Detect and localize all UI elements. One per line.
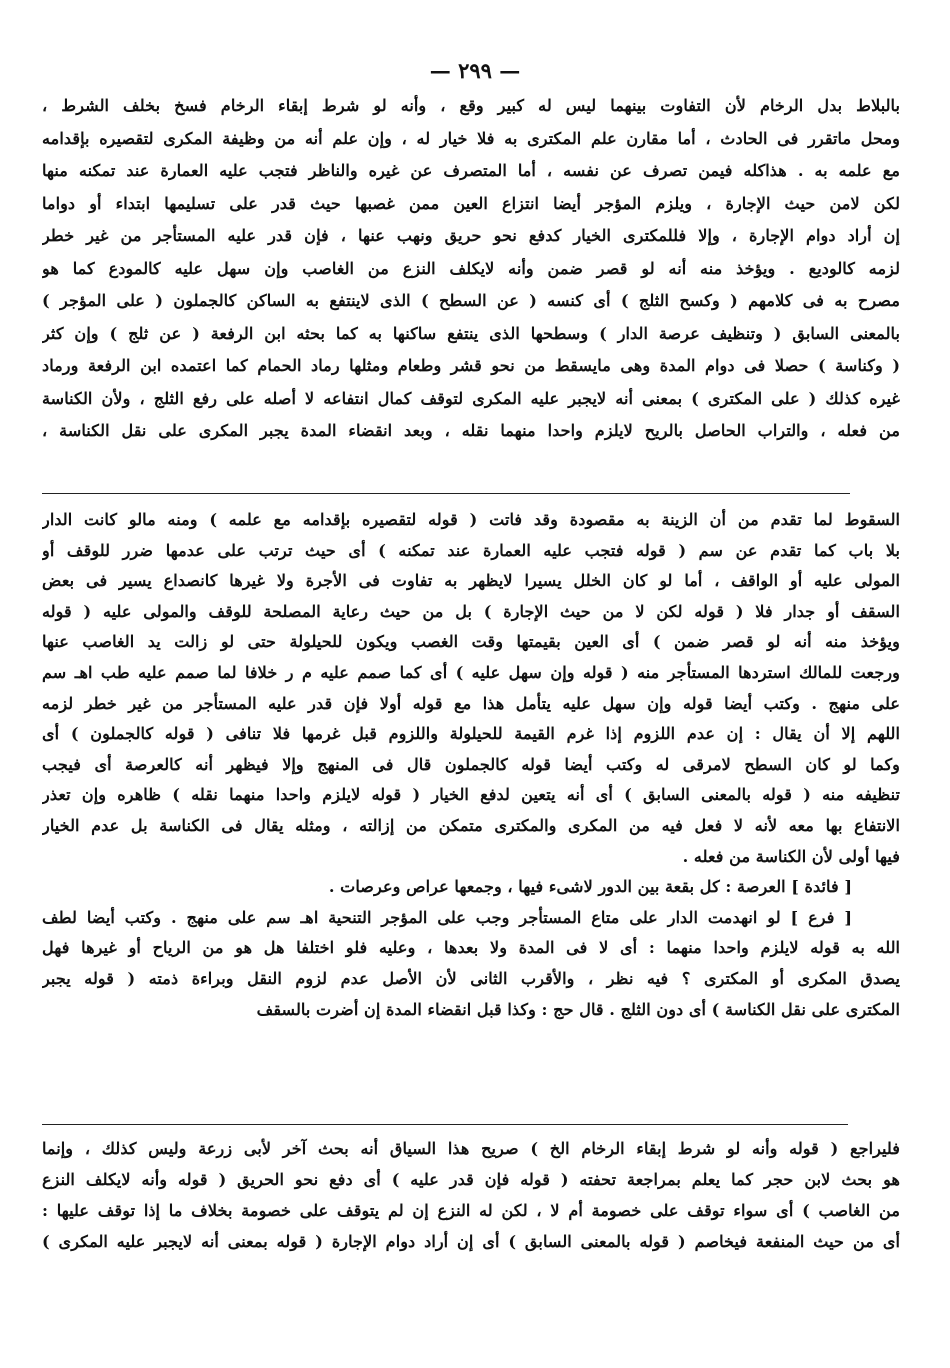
text-line: أى من حيث المنفعة فيخاصم ( قوله بالمعنى السابق ) أى إن أراد دوام الإجارة ( قوله بمعنى أنه لايجبر عليه المكرى ) <box>42 1232 900 1251</box>
text-line: إن أراد دوام الإجارة ، وإلا فللمكترى الخيار كدفع نحو حريق ونهب عنها ، فإن قدر عليه المستأجر من غير خطر <box>42 226 900 245</box>
text-line: لزمه كالوديع . ويؤخذ منه أنه لو قصر ضمن وأنه لايكلف النزع من الغاصب وإن سهل عليه كالمودع كما هو <box>42 258 900 278</box>
text-line: يصدق المكرى أو المكترى ؟ فيه نظر ، والأقرب الثانى لأن الأصل عدم لزوم النقل وبراءة ذمته ( قوله يجبر <box>42 968 900 988</box>
text-line: المكترى على نقل الكناسة ) أى دون الثلج . قال حج : وكذا قبل انقضاء المدة إن أضرت بالسقف <box>256 999 900 1019</box>
text-line: على منهج . وكتب أيضا قوله وإن سهل عليه يتأمل هذا مع قوله أولا فإن قدر عليه المستأجر من غير خطر لزمه <box>42 693 900 713</box>
text-line: لكن لامن حيث الإجارة ، ويلزم المؤجر أيضا انتزاع العين ممن غصبها حيث قدر على تسليمها ابتداء أو دواما <box>42 193 900 213</box>
text-line: بالبلاط بدل الرخام لأن التفاوت بينهما ليس له كبير وقع ، وأنه لو شرط إبقاء الرخام فسخ بخلف الشرط ، <box>42 96 900 115</box>
text-line: مع علمه به . هذاكله فيمن تصرف عن نفسه ، أما المتصرف عن غيره والناظر فتجب عليه العمارة عند تمكنه منها <box>42 161 900 180</box>
text-line: هو بحث لابن حجر كما يعلم بمراجعة تحفته ( قوله فإن قدر عليه ) أى دفع نحو الحريق ( قوله وأنه لايكلف النزع <box>42 1170 900 1189</box>
separator-rule-main <box>42 493 850 494</box>
text-line: ويؤخذ منه أنه لو قصر ضمن ) أى العين بقيمتها وقت الغصب ويكون للحيلولة حتى لو زالت يد الغاصب عنها <box>42 632 900 652</box>
text-line: وكما لو كان السطح لامرقى له وكتب أيضا قوله كالجملون قال فى المنهج وإلا فيظهر أنه كالعرصة أى فيجب <box>42 754 900 774</box>
commentary-continuation <box>42 1133 900 1257</box>
text-line: [ فرع ] لو انهدمت الدار على متاع المستأجر وجب على المؤجر التنحية اهـ سم على منهج . وكتب أيضا لطف <box>42 907 852 927</box>
main-text <box>42 90 900 448</box>
text-line: فيها أولى لأن الكناسة من فعله . <box>682 846 900 866</box>
text-line: الله به قوله لايلزم واحدا منهما : أى لا فى المدة ولا بعدها ، وعليه فلو اختلفا هل هو من الرياح أو غيرها فهل <box>42 938 900 958</box>
text-line: غيره كذلك ( على المكترى ) بمعنى أنه لايجبر عليه المكرى لتوقف كمال انتفاعه لا أصله على رفع الثلج ، ولأن الكناسة <box>42 388 900 408</box>
text-line: [ فائدة ] العرصة : كل بقعة بين الدور لاشىء فيها ، وجمعها عراص وعرصات . <box>328 877 852 897</box>
text-line: ( وكناسة ) حصلا فى دوام المدة وهى مايسقط من نحو قشر وطعام ومثلها رماد الحمام كما اعتمده ابن الرفعة ورماد <box>42 356 900 375</box>
text-line: ومحل ماتقرر فى الحادث ، أما مقارن علم المكترى به فلا خيار له ، وإن علم أنه من وظيفة المكرى لتقصيره بإقدامه <box>42 128 900 148</box>
text-line: تنظيفه منه ( قوله بالمعنى السابق ) أى أنه يتعين لدفع الخيار ( قوله لايلزم واحدا منهما نقله ) ظاهره وإن تعذر <box>42 785 900 805</box>
text-line: من فعله ، والتراب الحاصل بالريح لايلزم واحدا منهما نقله ، وبعد انقضاء المدة يجبر المكرى على نقل الكناسة ، <box>42 421 900 440</box>
text-line: المولى عليه أو الواقف ، أما لو كان الخلل يسيرا لايظهر به تفاوت فى الأجرة ولا غيرها كانصداع يسير فى بعض <box>42 571 900 591</box>
text-line: فليراجع ( قوله وأنه لو شرط إبقاء الرخام الخ ) صريح هذا السياق أنه بحث آخر لأبى زرعة وليس كذلك ، وإنما <box>42 1139 900 1158</box>
text-line: السقف أو جدار فلا ( قوله لكن لا من حيث الإجارة ) بل من حيث رعاية المصلحة للوقف والمولى عليه ( قوله <box>42 601 900 621</box>
text-line: بالمعنى السابق ( وتنظيف عرصة الدار ) وسطحها الذى ينتفع ساكنها به كما بحثه ابن الرفعة ( عن ثلج ) وإن كثر <box>42 323 900 343</box>
page-number: — ٢٩٩ — <box>429 58 521 83</box>
text-line: اللهم إلا أن يقال : إن عدم اللزوم إذا غرم القيمة للحيلولة واللزوم قبل غرمها فلا تنافى ( قوله كالجملون ) أى <box>42 724 900 744</box>
commentary-notes <box>42 505 900 1025</box>
text-line: ورجعت للمالك استردها المستأجر منه ( قوله وإن سهل عليه ) أى كما صمم عليه م ر خلافا لما صمم عليه طب اهـ سم <box>42 662 900 682</box>
text-line: بلا باب كما تقدم عن سم ( قوله فتجب عليه العمارة عند تمكنه ) أى حيث ترتب على عدمها ضرر للوقف أو <box>42 540 900 560</box>
text-line: الانتفاع بها معه لأنه لا فعل فيه من المكرى والمكترى متمكن من إزالته ، ومثله يقال فى الكناسة بل عدم الخيار <box>42 815 900 835</box>
text-line: مصرح به فى كلامهم ( وكسح الثلج ) أى كنسه ( عن السطح ) الذى لاينتفع به الساكن كالجملون ( على المؤجر ) <box>42 291 900 310</box>
separator-rule-notes <box>42 1124 848 1125</box>
text-line: من الغاصب ) أى سواء توقف على خصومة أم لا ، لكن له النزع إن لم يتوقف على خصومة بخلاف ما إذا توقف عليها : <box>42 1201 900 1220</box>
text-line: السقوط لما تقدم من أن الزينة به مقصودة وقد فاتت ( قوله لتقصيره بإقدامه مع علمه ) ومنه مالو كانت الدار <box>42 510 900 529</box>
